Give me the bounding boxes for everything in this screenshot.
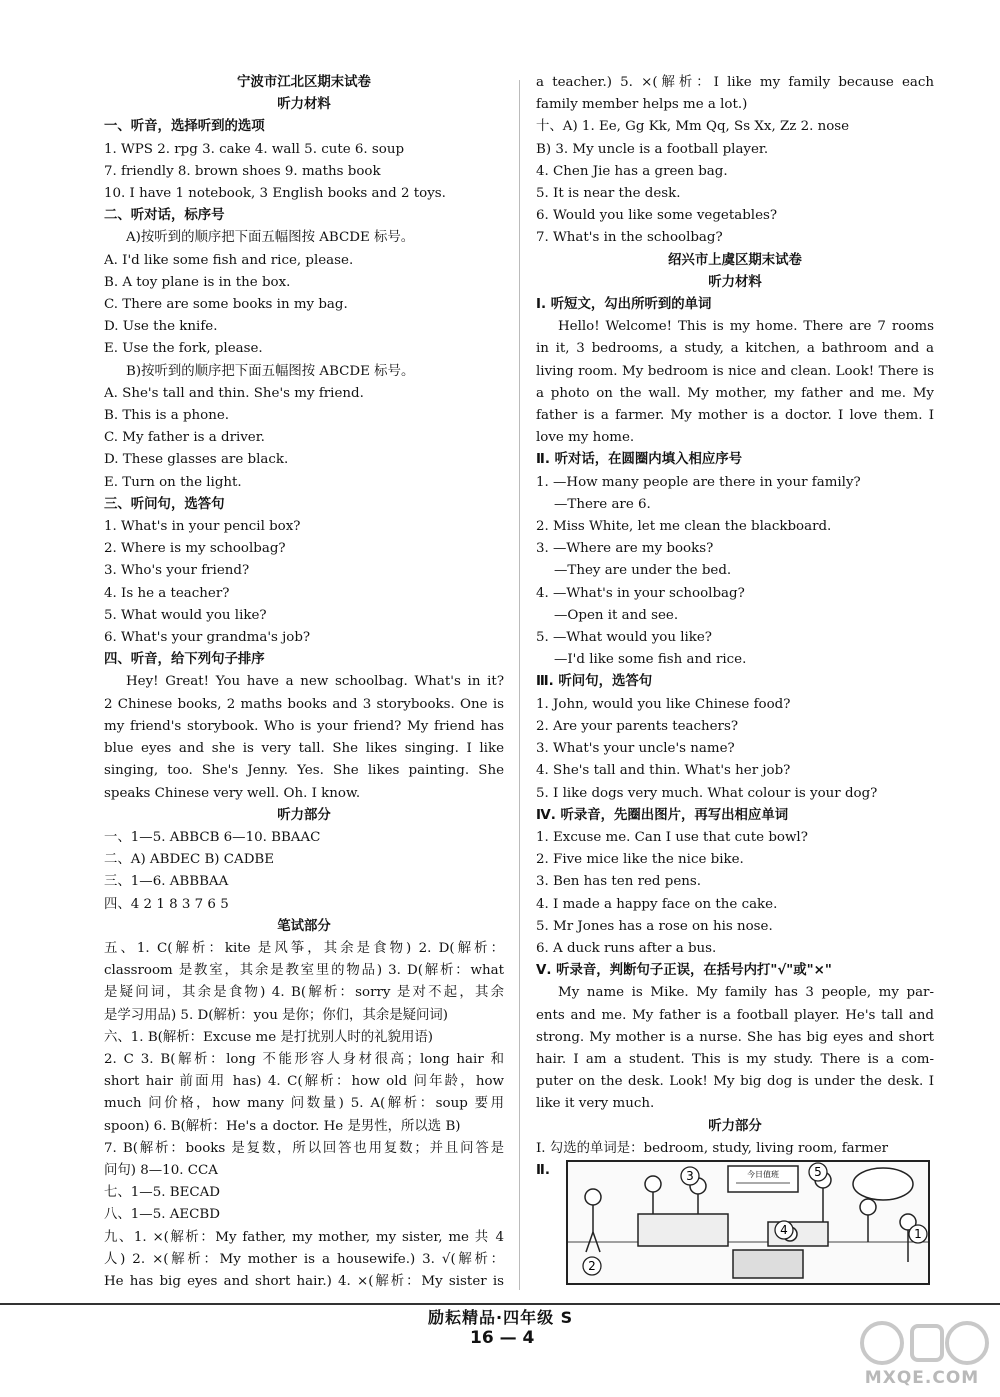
section-title: 听力部分: [708, 1118, 762, 1134]
text-line: 1. WPS 2. rpg 3. cake 4. wall 5. cute 6. soup: [104, 141, 405, 157]
text-line: family member helps me a lot.): [536, 97, 748, 113]
section-heading: Ⅲ. 听问句，选答句: [536, 674, 653, 690]
text-line: 3. What's your uncle's name?: [536, 741, 735, 757]
section-heading: 二、听对话，标序号: [104, 208, 225, 224]
text-line: Ⅰ. 勾选的单词是：bedroom, study, living room, farmer: [536, 1140, 889, 1156]
text-line: 5. I like dogs very much. What colour is your dog?: [536, 785, 878, 801]
text-line: A. She's tall and thin. She's my friend.: [104, 385, 364, 401]
text-line: 1. —How many people are there in your family?: [536, 474, 861, 490]
text-line: 3. —Where are my books?: [536, 541, 714, 557]
section-title: 听力部分: [277, 807, 331, 823]
text-line: love my home.: [536, 430, 635, 446]
text-line: strong. My mother is a nurse. She has big eyes and short: [536, 1029, 934, 1045]
text-line: 九、1. ×(解析：My father, my mother, my sister, me 共 4: [104, 1229, 504, 1245]
left-column: [104, 72, 504, 1293]
text-line: 十、A) 1. Ee, Gg Kk, Mm Qq, Ss Xx, Zz 2. nose: [536, 119, 850, 135]
text-line: 5. It is near the desk.: [536, 186, 681, 202]
text-line: 二、A) ABDEC B) CADBE: [104, 852, 275, 868]
text-line: 2. Are your parents teachers?: [536, 718, 738, 734]
text-line: Hey! Great! You have a new schoolbag. What's in it?: [126, 674, 504, 690]
section-heading: 一、听音，选择听到的选项: [104, 119, 265, 135]
watermark-logo: [852, 1318, 992, 1390]
text-line: singing, too. She's Jenny. Yes. She likes painting. She: [104, 763, 504, 779]
section-heading: Ⅱ.: [536, 1162, 550, 1178]
text-line: 4. Is he a teacher?: [104, 585, 230, 601]
text-line: B) 3. My uncle is a football player.: [536, 141, 769, 157]
footer-brand: 励耘精品·四年级 S: [428, 1308, 574, 1327]
text-line: 2. Five mice like the nice bike.: [536, 852, 744, 868]
text-line: 5. —What would you like?: [536, 630, 712, 646]
section-heading: Ⅴ. 听录音，判断句子正误，在括号内打"√"或"×": [536, 963, 832, 979]
text-line: a photo on the wall. My mother, my father and me. My: [536, 385, 934, 401]
text-line: 2 Chinese books, 2 maths books and 3 storybooks. One is: [104, 696, 504, 712]
column-divider: [519, 80, 520, 1290]
text-line: 6. What's your grandma's job?: [104, 630, 311, 646]
text-line: blue eyes and she is very tall. She likes singing. I like: [104, 741, 504, 757]
section-heading: 三、听问句，选答句: [104, 496, 225, 512]
text-line: A. I'd like some fish and rice, please.: [104, 252, 354, 268]
text-line: 2. Where is my schoolbag?: [104, 541, 286, 557]
text-line: 3. Ben has ten red pens.: [536, 874, 702, 890]
text-line: much 问价格，how many 问数量) 5. A(解析：soup 要用: [104, 1096, 504, 1112]
text-line: 4. —What's in your schoolbag?: [536, 585, 745, 601]
section-title: 听力材料: [277, 97, 331, 113]
text-line: A)按听到的顺序把下面五幅图按 ABCDE 标号。: [126, 230, 415, 246]
section-heading: Ⅳ. 听录音，先圈出图片，再写出相应单词: [536, 807, 789, 823]
classroom-illustration: [566, 1160, 930, 1285]
text-line: 八、1—5. AECBD: [104, 1207, 220, 1223]
circle-label: 5: [814, 1165, 822, 1179]
text-line: E. Use the fork, please.: [104, 341, 263, 357]
text-line: 10. I have 1 notebook, 3 English books and 2 toys.: [104, 186, 446, 202]
circle-label: 3: [686, 1169, 694, 1183]
text-line: 7. B(解析：books 是复数，所以回答也用复数；并且问答是: [104, 1140, 504, 1156]
text-line: He has big eyes and short hair.) 4. ×(解析：My sister is: [104, 1273, 504, 1289]
circle-label: 4: [780, 1223, 788, 1237]
text-line: C. There are some books in my bag.: [104, 297, 348, 313]
text-line: 问句) 8—10. CCA: [104, 1162, 218, 1178]
text-line: 2. Miss White, let me clean the blackboard.: [536, 519, 832, 535]
text-line: 三、1—6. ABBBAA: [104, 874, 229, 890]
text-line: 1. What's in your pencil box?: [104, 519, 301, 535]
text-line: hair. I am a student. This is my study. There is a com-: [536, 1051, 934, 1067]
text-line: 4. She's tall and thin. What's her job?: [536, 763, 791, 779]
text-line: like it very much.: [536, 1096, 655, 1112]
text-line: B. This is a phone.: [104, 408, 230, 424]
text-line: 六、1. B(解析：Excuse me 是打扰别人时的礼貌用语): [104, 1029, 433, 1045]
text-line: father is a farmer. My mother is a doctor. I love them. I: [536, 408, 934, 424]
section-title: 宁波市江北区期末试卷: [237, 75, 371, 90]
text-line: 5. Mr Jones has a rose on his nose.: [536, 918, 773, 934]
section-heading: Ⅱ. 听对话，在圆圈内填入相应序号: [536, 452, 743, 468]
text-line: 7. What's in the schoolbag?: [536, 230, 723, 246]
text-line: 3. Who's your friend?: [104, 563, 250, 579]
text-line: C. My father is a driver.: [104, 430, 265, 446]
text-line: 4. Chen Jie has a green bag.: [536, 163, 728, 179]
text-line: 一、1—5. ABBCB 6—10. BBAAC: [104, 829, 321, 845]
circle-label: 1: [914, 1227, 922, 1241]
classroom-drawing: [568, 1162, 928, 1283]
text-line: my friend's storybook. Who is your friend? My friend has: [104, 718, 504, 734]
text-line: D. These glasses are black.: [104, 452, 289, 468]
text-line: —Open it and see.: [554, 607, 679, 623]
section-heading: 四、听音，给下列句子排序: [104, 652, 265, 668]
section-title: 听力材料: [708, 274, 762, 290]
text-line: 1. John, would you like Chinese food?: [536, 696, 791, 712]
text-line: 1. Excuse me. Can I use that cute bowl?: [536, 829, 808, 845]
text-line: D. Use the knife.: [104, 319, 218, 335]
right-column: [536, 72, 934, 1182]
text-line: B)按听到的顺序把下面五幅图按 ABCDE 标号。: [126, 363, 415, 379]
text-line: 2. C 3. B(解析：long 不能形容人身材很高；long hair 和: [104, 1051, 504, 1067]
text-line: 是疑问词，其余是食物) 4. B(解析：sorry 是对不起，其余: [104, 985, 504, 1001]
section-heading: Ⅰ. 听短文，勾出所听到的单词: [536, 297, 712, 313]
text-line: a teacher.) 5. ×(解析：I like my family because each: [536, 75, 934, 90]
text-line: My name is Mike. My family has 3 people, my par-: [558, 985, 934, 1001]
text-line: 四、4 2 1 8 3 7 6 5: [104, 896, 229, 912]
text-line: 五、1. C(解析：kite 是风筝，其余是食物) 2. D(解析：: [104, 940, 504, 956]
text-line: 是学习用品) 5. D(解析：you 是你；你们，其余是疑问词): [104, 1007, 449, 1023]
text-line: 7. friendly 8. brown shoes 9. maths book: [104, 163, 381, 179]
text-line: —I'd like some fish and rice.: [554, 652, 747, 668]
text-line: 七、1—5. BECAD: [104, 1185, 220, 1201]
text-line: in it, 3 bedrooms, a study, a kitchen, a bathroom and a: [536, 341, 934, 357]
text-line: B. A toy plane is in the box.: [104, 274, 291, 290]
text-line: living room. My bedroom is nice and clean. Look! There is: [536, 363, 934, 379]
text-line: puter on the desk. Look! My big dog is under the desk. I: [536, 1074, 934, 1090]
text-line: 6. A duck runs after a bus.: [536, 940, 717, 956]
text-line: ents and me. My father is a football player. He's tall and: [536, 1007, 934, 1023]
text-line: 人) 2. ×(解析：My mother is a housewife.) 3. √(解析：: [104, 1251, 504, 1267]
page-number: 16 — 4: [470, 1328, 535, 1348]
text-line: Hello! Welcome! This is my home. There are 7 rooms: [558, 319, 934, 335]
watermark-text: MXQE.COM: [864, 1368, 980, 1388]
text-line: spoon) 6. B(解析：He's a doctor. He 是男性，所以选 B): [104, 1118, 461, 1134]
text-line: —They are under the bed.: [554, 563, 732, 579]
text-line: —There are 6.: [554, 496, 651, 512]
section-title: 笔试部分: [277, 918, 331, 934]
text-line: 5. What would you like?: [104, 607, 267, 623]
text-line: speaks Chinese very well. Oh. I know.: [104, 785, 361, 801]
section-title: 绍兴市上虞区期末试卷: [668, 252, 802, 268]
text-line: E. Turn on the light.: [104, 474, 242, 490]
text-line: classroom 是教室，其余是教室里的物品) 3. D(解析：what: [104, 963, 504, 979]
board-text: 今日值班: [747, 1170, 779, 1179]
text-line: 6. Would you like some vegetables?: [536, 208, 778, 224]
circle-label: 2: [588, 1259, 596, 1273]
text-line: short hair 前面用 has) 4. C(解析：how old 问年龄，how: [104, 1074, 504, 1090]
text-line: 4. I made a happy face on the cake.: [536, 896, 778, 912]
